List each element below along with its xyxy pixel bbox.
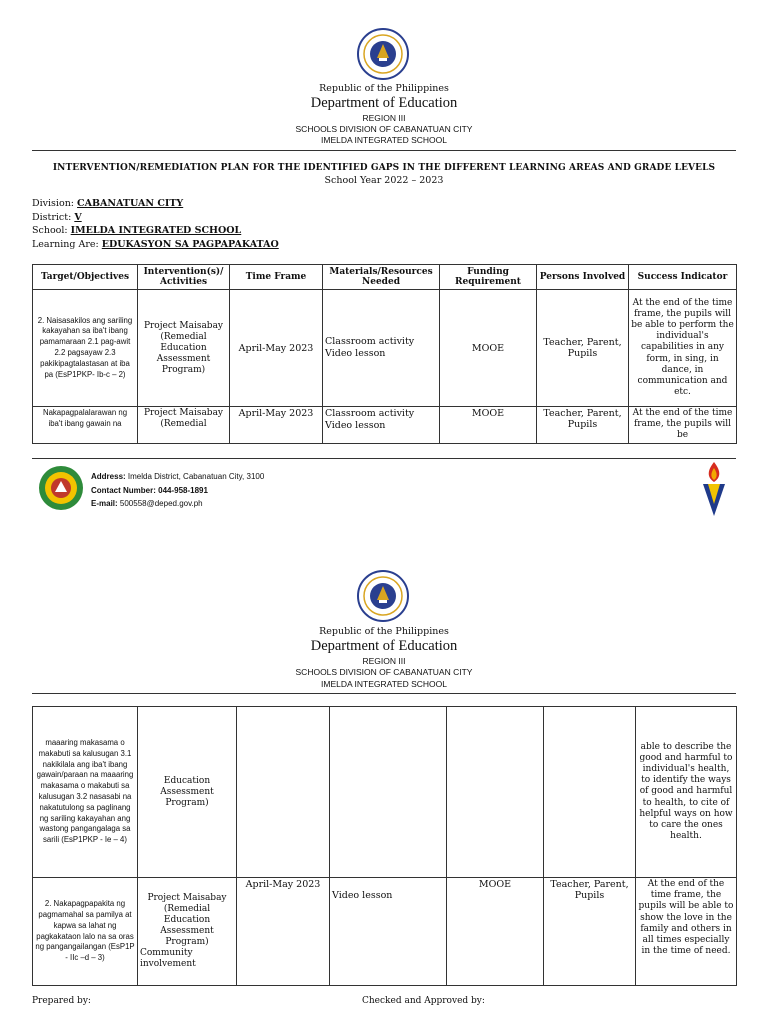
table-row: Nakapagpalalarawan ng iba't ibang gawain na Project Maisabay (Remedial April-May 2023 Classroom activity Video lesson MOOE Teacher, Parent, Pupils At the end of the time frame, the pupils will be bbox=[33, 407, 737, 444]
deped-seal-icon bbox=[357, 570, 409, 622]
header-school: IMELDA INTEGRATED SCHOOL bbox=[321, 679, 447, 689]
school-year: School Year 2022 – 2023 bbox=[324, 175, 444, 186]
col-success: Success Indicator bbox=[629, 265, 737, 290]
header-department: Department of Education bbox=[310, 95, 458, 111]
info-division: Division: CABANATUAN CITY bbox=[32, 198, 184, 209]
header-divider bbox=[32, 693, 736, 694]
header-republic: Republic of the Philippines bbox=[319, 626, 449, 637]
prepared-by: Prepared by: bbox=[32, 996, 91, 1006]
col-time-frame: Time Frame bbox=[230, 265, 323, 290]
document-title: INTERVENTION/REMEDIATION PLAN FOR THE IDENTIFIED GAPS IN THE DIFFERENT LEARNING AREAS AND GRADE LEVELS bbox=[52, 163, 716, 173]
header-divider bbox=[32, 150, 736, 151]
table-row: 2. Naisasakilos ang sariling kakayahan sa iba't ibang pamamaraan 2.1 pag-awit 2.2 pagsayaw 2.3 pakikipagtalastasan at iba pa (EsP1PKP- Ib-c – 2) Project Maisabay (Remedial Education Assessment Program) April-May 2023 Classroom activity Video lesson MOOE Teacher, Parent, Pupils At the end of the time frame, the pupils will be able to perform the individual's capabilities in any form, in sing, in dance, in communication and etc. bbox=[33, 290, 737, 407]
header-region: REGION III bbox=[362, 113, 406, 123]
footer-phone: Contact Number: 044-958-1891 bbox=[91, 485, 208, 495]
table-row: maaaring makasama o makabuti sa kalusugan 3.1 nakikilala ang iba't ibang gawain/paraan na maaaring makasama o makabuti sa kalusugan 3.2 nasasabi na nakatutulong sa paglinang ng sariling kakayahan ang wastong pangangalaga sa sarili (EsP1PKP - Ie – 4) Education Assessment Program) able to describe the good and harmful to individual's health, to identify the ways of good and harmful to health, to cite of helpful ways on how to care the ones health. bbox=[33, 707, 737, 878]
table-row: 2. Nakapagpapakita ng pagmamahal sa pamilya at kapwa sa lahat ng pagkakataon lalo na sa oras ng pangangailangan (EsP1P - IIc –d – 3) Project Maisabay (Remedial Education Assessment Program) Community involvement April-May 2023 Video lesson MOOE Teacher, Parent, Pupils At the end of the time frame, the pupils will be able to show the love in the family and others in all times especially in the time of need. bbox=[33, 878, 737, 986]
header-region: REGION III bbox=[362, 656, 406, 666]
header-division-office: SCHOOLS DIVISION OF CABANATUAN CITY bbox=[295, 667, 473, 677]
info-block bbox=[32, 197, 279, 251]
info-learning-area: Learning Are: EDUKASYON SA PAGPAPAKATAO bbox=[32, 238, 279, 250]
footer-address: Address: Imelda District, Cabanatuan City, 3100 bbox=[91, 472, 265, 481]
header-department: Department of Education bbox=[310, 638, 458, 654]
school-logo-icon bbox=[38, 465, 84, 511]
col-materials: Materials/Resources Needed bbox=[323, 265, 440, 290]
plan-table-page2 bbox=[32, 706, 737, 986]
col-persons: Persons Involved bbox=[537, 265, 629, 290]
header-division-office: SCHOOLS DIVISION OF CABANATUAN CITY bbox=[295, 124, 473, 134]
checked-approved-by: Checked and Approved by: bbox=[362, 996, 485, 1006]
header-republic: Republic of the Philippines bbox=[319, 83, 449, 94]
table-header-row bbox=[33, 265, 737, 290]
col-funding: Funding Requirement bbox=[440, 265, 537, 290]
col-intervention: Intervention(s)/ Activities bbox=[138, 265, 230, 290]
footer-contact bbox=[91, 470, 264, 511]
deped-seal-icon bbox=[357, 28, 409, 80]
plan-table-page1 bbox=[32, 264, 737, 444]
info-district: District: V bbox=[32, 211, 82, 223]
footer-email: E-mail: 500558@deped.gov.ph bbox=[91, 499, 203, 508]
info-school: School: IMELDA INTEGRATED SCHOOL bbox=[32, 225, 242, 236]
col-objectives: Target/Objectives bbox=[33, 265, 138, 290]
deped-torch-icon bbox=[700, 460, 728, 518]
header-school: IMELDA INTEGRATED SCHOOL bbox=[321, 135, 447, 145]
footer-divider bbox=[32, 458, 736, 459]
